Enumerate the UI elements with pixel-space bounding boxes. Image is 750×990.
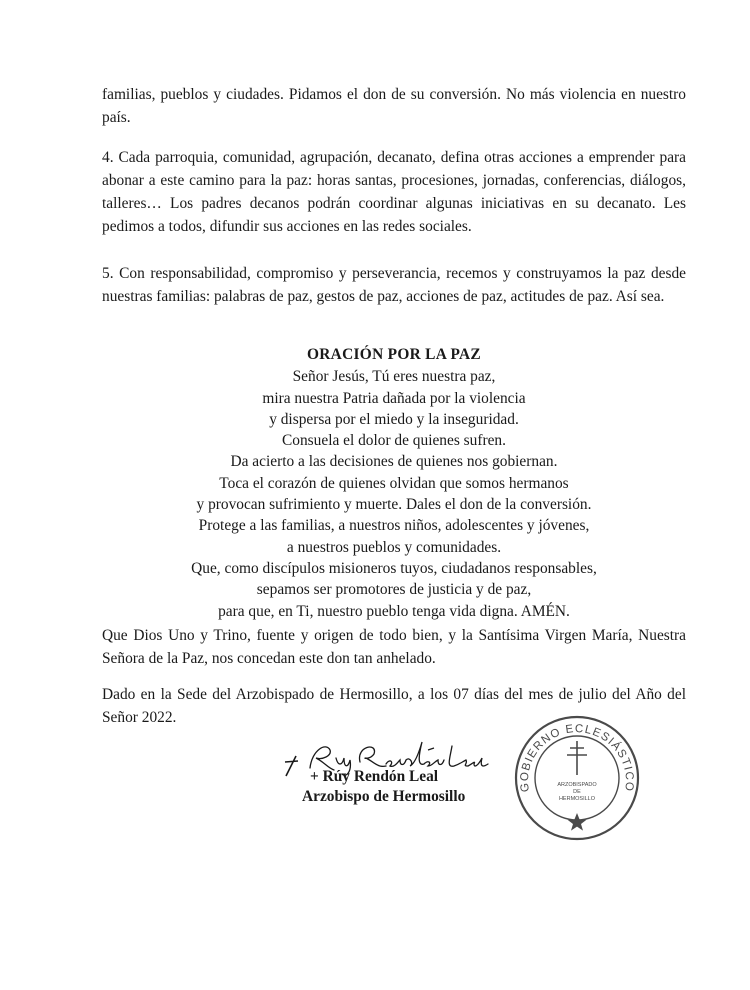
prayer-line: Toca el corazón de quienes olvidan que somos hermanos: [219, 474, 569, 492]
signature-block: [282, 728, 492, 808]
paragraph-date: Dado en la Sede del Arzobispado de Hermosillo, a los 07 días del mes de julio del Año del Señor 2022.: [102, 686, 686, 726]
paragraph-blessing: Que Dios Uno y Trino, fuente y origen de todo bien, y la Santísima Virgen María, Nuestra Señora de la Paz, nos concedan este don tan anhelado.: [102, 627, 686, 667]
prayer-line: Da acierto a las decisiones de quienes nos gobiernan.: [230, 453, 558, 471]
signer-title: Arzobispo de Hermosillo: [302, 788, 466, 805]
prayer-line: mira nuestra Patria dañada por la violencia: [262, 389, 526, 407]
paragraph-point-5: 5. Con responsabilidad, compromiso y perseverancia, recemos y construyamos la paz desde nuestras familias: palabras de paz, gestos de paz, acciones de paz, actitudes de paz. Así sea.: [102, 265, 686, 305]
prayer-line: sepamos ser promotores de justicia y de paz,: [256, 581, 532, 599]
star-icon: [568, 813, 587, 831]
seal-inner-line3: HERMOSILLO: [558, 796, 596, 802]
prayer-title: ORACIÓN POR LA PAZ: [307, 346, 481, 363]
prayer-line: Señor Jesús, Tú eres nuestra paz,: [292, 368, 496, 386]
prayer-line: y provocan sufrimiento y muerte. Dales el don de la conversión.: [196, 496, 592, 514]
seal-outer-text: GOBIERNO ECLESIÁSTICO: [518, 722, 636, 793]
official-seal: [512, 713, 642, 843]
prayer-block: [102, 344, 686, 622]
seal-inner-line2: DE: [573, 789, 581, 795]
cross-icon: [567, 741, 587, 775]
paragraph-point-4: 4. Cada parroquia, comunidad, agrupación, decanato, defina otras acciones a emprender para abonar a este camino para la paz: horas santas, procesiones, jornadas, conferencias, diálogos, talleres… Los padres decanos podrán coordinar algunas iniciativas en su decanato. Les pedimos a todos, difundir sus acciones en las redes sociales.: [102, 149, 686, 235]
seal-inner-line1: ARZOBISPADO: [557, 782, 597, 788]
paragraph-continuation: familias, pueblos y ciudades. Pidamos el don de su conversión. No más violencia en nuestro país.: [102, 86, 686, 126]
prayer-line: a nuestros pueblos y comunidades.: [286, 538, 502, 556]
prayer-line: Consuela el dolor de quienes sufren.: [282, 432, 506, 450]
prayer-line: Protege a las familias, a nuestros niños, adolescentes y jóvenes,: [198, 517, 590, 535]
prayer-line: y dispersa por el miedo y la inseguridad.: [269, 410, 519, 428]
signer-name: + Rúy Rendón Leal: [310, 768, 439, 785]
prayer-line: para que, en Ti, nuestro pueblo tenga vida digna. AMÉN.: [218, 602, 570, 620]
prayer-line: Que, como discípulos misioneros tuyos, ciudadanos responsables,: [191, 559, 597, 577]
